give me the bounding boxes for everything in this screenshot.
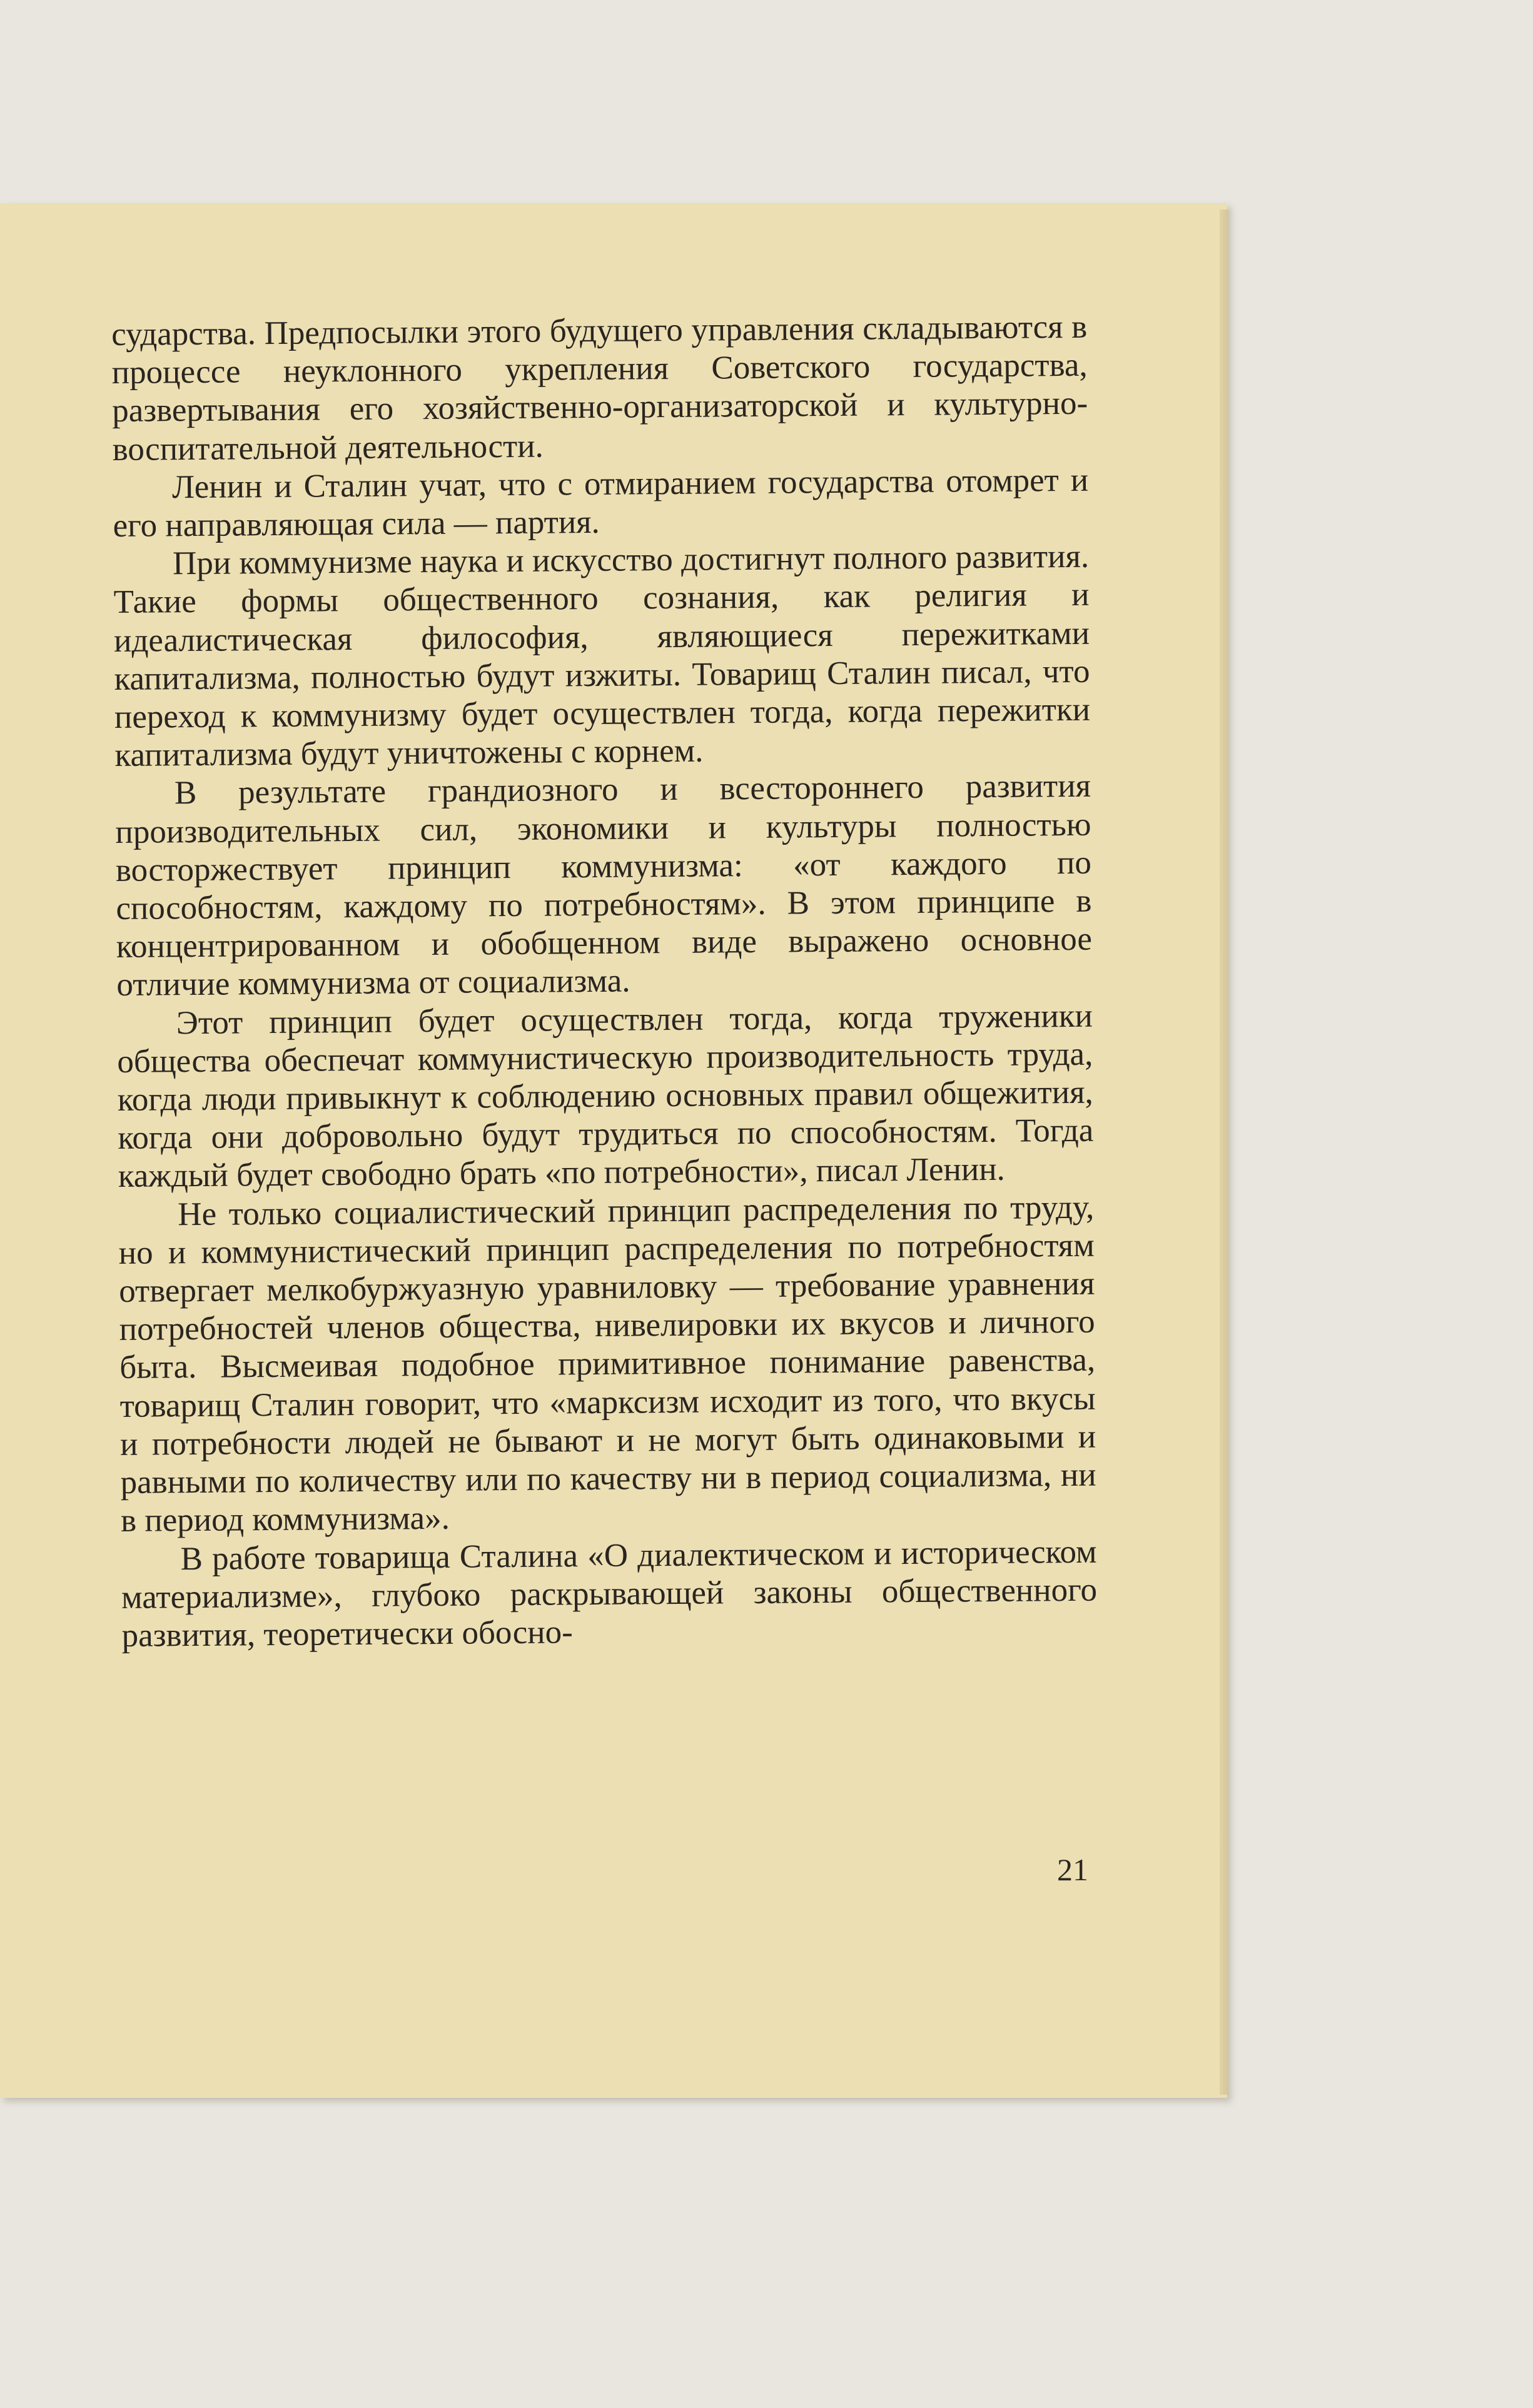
- page-edge: [1220, 209, 1228, 2095]
- paragraph: Этот принцип будет осуществлен тогда, когда труженики общества обеспечат коммунистическую производительность труда, когда люди привыкнут к соблюдению основных правил общежития, когда они добровольно будут трудиться по способностям. Тогда каждый будет свободно брать «по потребности», писал Ленин.: [117, 997, 1094, 1195]
- paragraph: Ленин и Сталин учат, что с отмиранием государства отомрет и его направляющая сила — партия.: [113, 461, 1089, 545]
- page-number: 21: [1057, 1852, 1088, 1887]
- paragraph: В работе товарища Сталина «О диалектическом и историческом материализме», глубоко раскрывающей законы общественного развития, теоретически обосно-: [121, 1533, 1098, 1654]
- paragraph: сударства. Предпосылки этого будущего управления складываются в процессе неуклонного укрепления Советского государства, развертывания его хозяйственно-организаторской и культурно-воспитательной деятельности.: [111, 308, 1088, 468]
- page-text: [111, 308, 1098, 1655]
- paragraph: Не только социалистический принцип распределения по труду, но и коммунистический принцип распределения по потребностям отвергает мелкобуржуазную уравниловку — требование уравнения потребностей членов общества, нивелировки их вкусов и личного быта. Высмеивая подобное примитивное понимание равенства, товарищ Сталин говорит, что «марксизм исходит из того, что вкусы и потребности людей не бывают и не могут быть одинаковыми и равными по количеству или по качеству ни в период социализма, ни в период коммунизма».: [118, 1189, 1096, 1539]
- paragraph: В результате грандиозного и всестороннего развития производительных сил, экономики и культуры полностью восторжествует принцип коммунизма: «от каждого по способностям, каждому по потребностям». В этом принципе в концентрированном и обобщенном виде выражено основное отличие коммунизма от социализма.: [115, 768, 1093, 1004]
- paragraph: При коммунизме наука и искусство достигнут полного развития. Такие формы общественного сознания, как религия и идеалистическая философия, являющиеся пережитками капитализма, полностью будут изжиты. Товарищ Сталин писал, что переход к коммунизму будет осуществлен тогда, когда пережитки капитализма будут уничтожены с корнем.: [113, 538, 1091, 774]
